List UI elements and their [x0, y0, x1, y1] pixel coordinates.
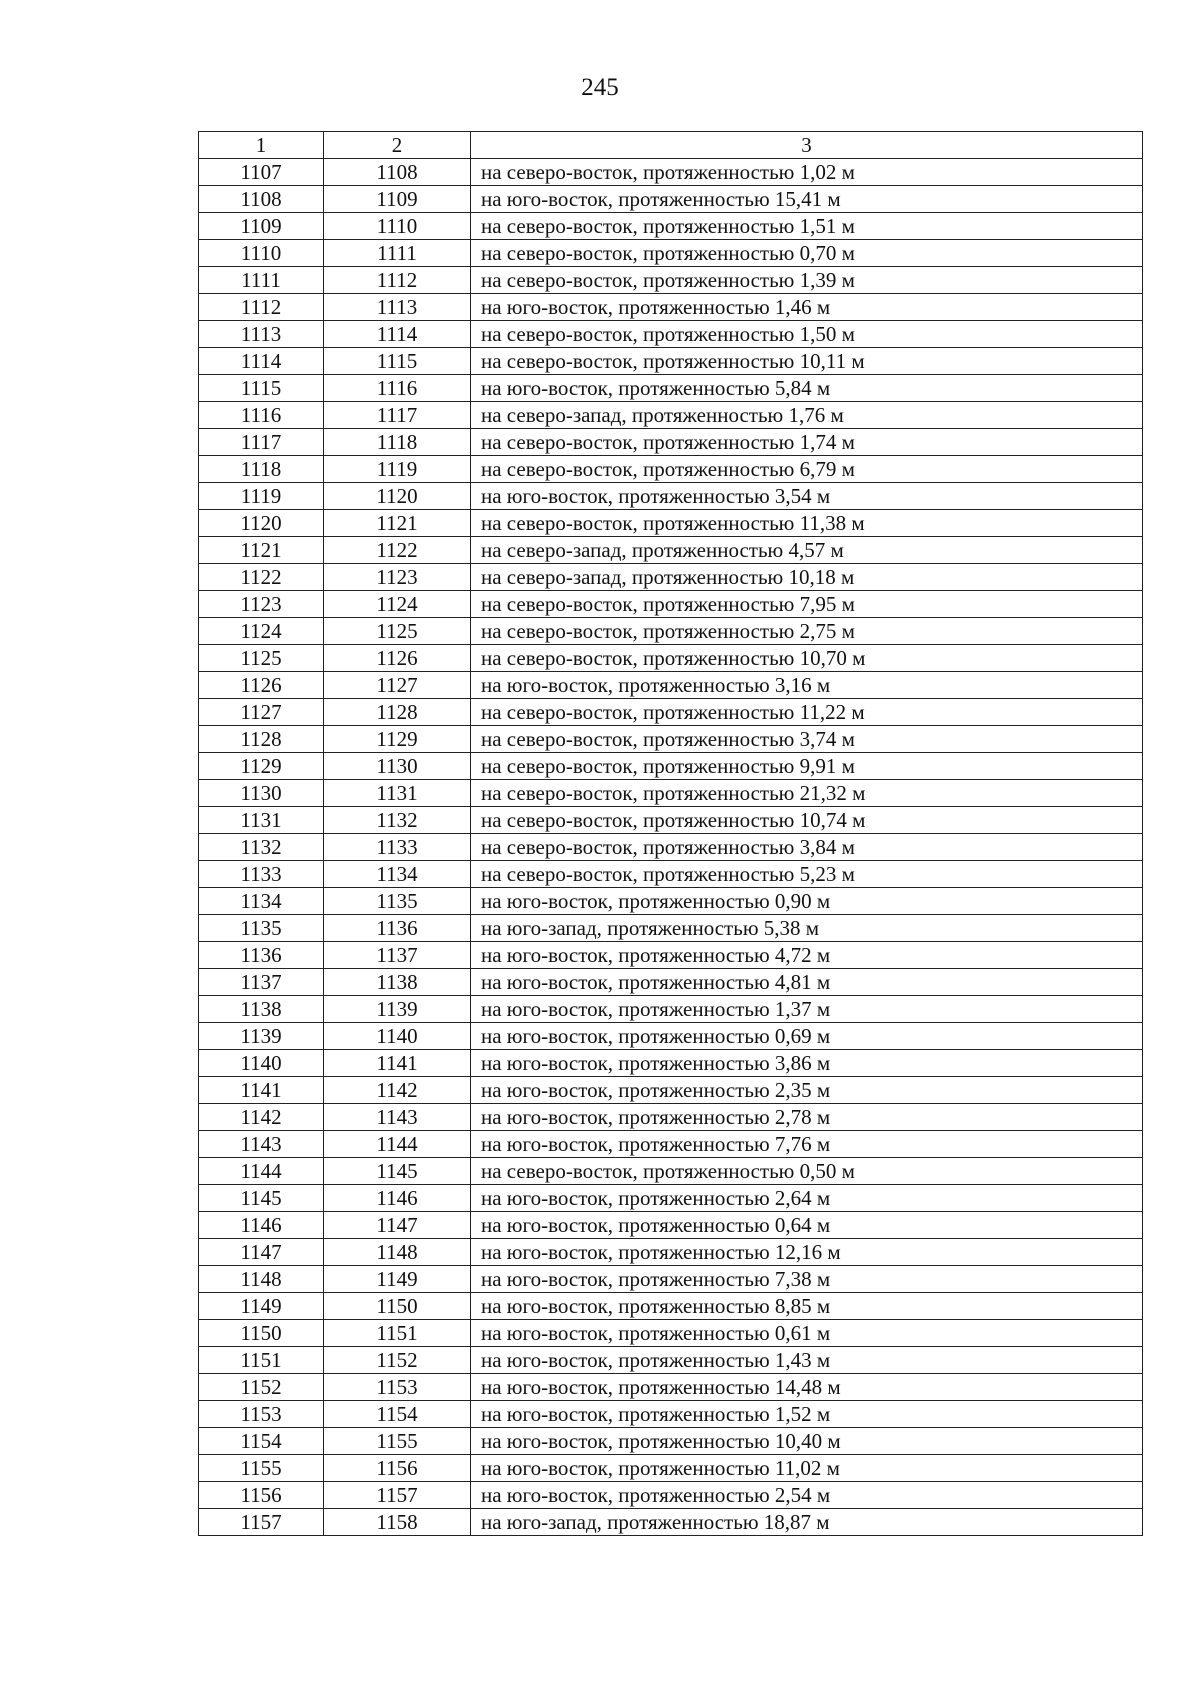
from-point-cell: 1122	[199, 564, 324, 591]
from-point-cell: 1140	[199, 1050, 324, 1077]
to-point-cell: 1157	[324, 1482, 471, 1509]
table-row	[199, 618, 1143, 645]
table-row	[199, 807, 1143, 834]
to-point-cell: 1132	[324, 807, 471, 834]
from-point-cell: 1135	[199, 915, 324, 942]
to-point-cell: 1108	[324, 159, 471, 186]
direction-cell: на юго-восток, протяженностью 11,02 м	[471, 1455, 1143, 1482]
table-row	[199, 1347, 1143, 1374]
to-point-cell: 1156	[324, 1455, 471, 1482]
from-point-cell: 1147	[199, 1239, 324, 1266]
table-row	[199, 510, 1143, 537]
to-point-cell: 1112	[324, 267, 471, 294]
to-point-cell: 1111	[324, 240, 471, 267]
direction-cell: на юго-восток, протяженностью 3,86 м	[471, 1050, 1143, 1077]
from-point-cell: 1117	[199, 429, 324, 456]
direction-cell: на юго-восток, протяженностью 1,52 м	[471, 1401, 1143, 1428]
table-row	[199, 294, 1143, 321]
to-point-cell: 1148	[324, 1239, 471, 1266]
from-point-cell: 1119	[199, 483, 324, 510]
table-row	[199, 915, 1143, 942]
direction-cell: на юго-восток, протяженностью 3,16 м	[471, 672, 1143, 699]
to-point-cell: 1126	[324, 645, 471, 672]
table-row	[199, 348, 1143, 375]
direction-cell: на северо-восток, протяженностью 21,32 м	[471, 780, 1143, 807]
direction-cell: на юго-восток, протяженностью 1,46 м	[471, 294, 1143, 321]
to-point-cell: 1128	[324, 699, 471, 726]
direction-cell: на юго-восток, протяженностью 2,64 м	[471, 1185, 1143, 1212]
direction-cell: на юго-восток, протяженностью 0,61 м	[471, 1320, 1143, 1347]
table-row	[199, 1050, 1143, 1077]
from-point-cell: 1136	[199, 942, 324, 969]
to-point-cell: 1130	[324, 753, 471, 780]
to-point-cell: 1147	[324, 1212, 471, 1239]
direction-cell: на юго-восток, протяженностью 1,43 м	[471, 1347, 1143, 1374]
column-header-3: 3	[471, 132, 1143, 159]
to-point-cell: 1140	[324, 1023, 471, 1050]
from-point-cell: 1128	[199, 726, 324, 753]
from-point-cell: 1138	[199, 996, 324, 1023]
to-point-cell: 1113	[324, 294, 471, 321]
table-row	[199, 1455, 1143, 1482]
from-point-cell: 1107	[199, 159, 324, 186]
to-point-cell: 1158	[324, 1509, 471, 1536]
direction-cell: на юго-восток, протяженностью 5,84 м	[471, 375, 1143, 402]
to-point-cell: 1123	[324, 564, 471, 591]
direction-cell: на юго-восток, протяженностью 2,35 м	[471, 1077, 1143, 1104]
from-point-cell: 1151	[199, 1347, 324, 1374]
table-row	[199, 1185, 1143, 1212]
from-point-cell: 1110	[199, 240, 324, 267]
direction-cell: на северо-запад, протяженностью 10,18 м	[471, 564, 1143, 591]
to-point-cell: 1116	[324, 375, 471, 402]
direction-cell: на юго-восток, протяженностью 7,38 м	[471, 1266, 1143, 1293]
table-row	[199, 1509, 1143, 1536]
table-row	[199, 1239, 1143, 1266]
column-header-1: 1	[199, 132, 324, 159]
from-point-cell: 1116	[199, 402, 324, 429]
direction-cell: на юго-восток, протяженностью 2,78 м	[471, 1104, 1143, 1131]
to-point-cell: 1138	[324, 969, 471, 996]
from-point-cell: 1143	[199, 1131, 324, 1158]
to-point-cell: 1136	[324, 915, 471, 942]
direction-cell: на юго-восток, протяженностью 0,69 м	[471, 1023, 1143, 1050]
table-row	[199, 267, 1143, 294]
table-row	[199, 1401, 1143, 1428]
from-point-cell: 1108	[199, 186, 324, 213]
from-point-cell: 1142	[199, 1104, 324, 1131]
from-point-cell: 1146	[199, 1212, 324, 1239]
to-point-cell: 1135	[324, 888, 471, 915]
to-point-cell: 1154	[324, 1401, 471, 1428]
direction-cell: на юго-восток, протяженностью 0,90 м	[471, 888, 1143, 915]
direction-cell: на юго-восток, протяженностью 3,54 м	[471, 483, 1143, 510]
to-point-cell: 1141	[324, 1050, 471, 1077]
direction-cell: на северо-восток, протяженностью 6,79 м	[471, 456, 1143, 483]
from-point-cell: 1156	[199, 1482, 324, 1509]
to-point-cell: 1155	[324, 1428, 471, 1455]
from-point-cell: 1153	[199, 1401, 324, 1428]
table-row	[199, 834, 1143, 861]
table-row	[199, 996, 1143, 1023]
direction-cell: на юго-восток, протяженностью 4,72 м	[471, 942, 1143, 969]
from-point-cell: 1148	[199, 1266, 324, 1293]
to-point-cell: 1129	[324, 726, 471, 753]
direction-cell: на северо-восток, протяженностью 1,51 м	[471, 213, 1143, 240]
to-point-cell: 1134	[324, 861, 471, 888]
to-point-cell: 1139	[324, 996, 471, 1023]
from-point-cell: 1139	[199, 1023, 324, 1050]
direction-cell: на юго-восток, протяженностью 15,41 м	[471, 186, 1143, 213]
to-point-cell: 1144	[324, 1131, 471, 1158]
to-point-cell: 1120	[324, 483, 471, 510]
to-point-cell: 1137	[324, 942, 471, 969]
from-point-cell: 1114	[199, 348, 324, 375]
to-point-cell: 1124	[324, 591, 471, 618]
to-point-cell: 1121	[324, 510, 471, 537]
table-row	[199, 1482, 1143, 1509]
table-row	[199, 213, 1143, 240]
to-point-cell: 1109	[324, 186, 471, 213]
to-point-cell: 1133	[324, 834, 471, 861]
direction-cell: на северо-запад, протяженностью 1,76 м	[471, 402, 1143, 429]
direction-cell: на северо-восток, протяженностью 10,74 м	[471, 807, 1143, 834]
table-row	[199, 1266, 1143, 1293]
from-point-cell: 1111	[199, 267, 324, 294]
table-row	[199, 429, 1143, 456]
direction-cell: на северо-восток, протяженностью 3,74 м	[471, 726, 1143, 753]
direction-cell: на северо-восток, протяженностью 2,75 м	[471, 618, 1143, 645]
direction-cell: на северо-запад, протяженностью 4,57 м	[471, 537, 1143, 564]
to-point-cell: 1117	[324, 402, 471, 429]
from-point-cell: 1137	[199, 969, 324, 996]
direction-cell: на северо-восток, протяженностью 0,50 м	[471, 1158, 1143, 1185]
to-point-cell: 1119	[324, 456, 471, 483]
direction-cell: на северо-восток, протяженностью 5,23 м	[471, 861, 1143, 888]
from-point-cell: 1145	[199, 1185, 324, 1212]
direction-cell: на северо-восток, протяженностью 1,50 м	[471, 321, 1143, 348]
from-point-cell: 1133	[199, 861, 324, 888]
to-point-cell: 1127	[324, 672, 471, 699]
from-point-cell: 1112	[199, 294, 324, 321]
direction-cell: на северо-восток, протяженностью 1,02 м	[471, 159, 1143, 186]
direction-cell: на юго-восток, протяженностью 1,37 м	[471, 996, 1143, 1023]
to-point-cell: 1115	[324, 348, 471, 375]
to-point-cell: 1122	[324, 537, 471, 564]
direction-cell: на северо-восток, протяженностью 1,39 м	[471, 267, 1143, 294]
table-row	[199, 942, 1143, 969]
direction-cell: на северо-восток, протяженностью 10,70 м	[471, 645, 1143, 672]
table-row	[199, 888, 1143, 915]
from-point-cell: 1123	[199, 591, 324, 618]
table-row	[199, 1428, 1143, 1455]
table-body	[199, 132, 1143, 1536]
from-point-cell: 1154	[199, 1428, 324, 1455]
from-point-cell: 1127	[199, 699, 324, 726]
from-point-cell: 1129	[199, 753, 324, 780]
table-row	[199, 375, 1143, 402]
from-point-cell: 1141	[199, 1077, 324, 1104]
direction-cell: на юго-запад, протяженностью 18,87 м	[471, 1509, 1143, 1536]
table-row	[199, 969, 1143, 996]
direction-cell: на северо-восток, протяженностью 9,91 м	[471, 753, 1143, 780]
to-point-cell: 1110	[324, 213, 471, 240]
table-row	[199, 753, 1143, 780]
from-point-cell: 1144	[199, 1158, 324, 1185]
to-point-cell: 1152	[324, 1347, 471, 1374]
direction-cell: на северо-восток, протяженностью 1,74 м	[471, 429, 1143, 456]
from-point-cell: 1118	[199, 456, 324, 483]
table-row	[199, 591, 1143, 618]
from-point-cell: 1152	[199, 1374, 324, 1401]
direction-cell: на юго-запад, протяженностью 5,38 м	[471, 915, 1143, 942]
to-point-cell: 1145	[324, 1158, 471, 1185]
from-point-cell: 1149	[199, 1293, 324, 1320]
table-row	[199, 1212, 1143, 1239]
to-point-cell: 1151	[324, 1320, 471, 1347]
table-row	[199, 240, 1143, 267]
to-point-cell: 1114	[324, 321, 471, 348]
direction-cell: на юго-восток, протяженностью 10,40 м	[471, 1428, 1143, 1455]
table-row	[199, 1077, 1143, 1104]
direction-cell: на юго-восток, протяженностью 14,48 м	[471, 1374, 1143, 1401]
table-row	[199, 1158, 1143, 1185]
from-point-cell: 1120	[199, 510, 324, 537]
to-point-cell: 1146	[324, 1185, 471, 1212]
direction-cell: на юго-восток, протяженностью 4,81 м	[471, 969, 1143, 996]
table-row	[199, 1104, 1143, 1131]
from-point-cell: 1115	[199, 375, 324, 402]
direction-cell: на северо-восток, протяженностью 3,84 м	[471, 834, 1143, 861]
table-row	[199, 564, 1143, 591]
table-row	[199, 1023, 1143, 1050]
table-row	[199, 780, 1143, 807]
table-row	[199, 672, 1143, 699]
direction-cell: на северо-восток, протяженностью 7,95 м	[471, 591, 1143, 618]
table-row	[199, 726, 1143, 753]
from-point-cell: 1155	[199, 1455, 324, 1482]
table-row	[199, 159, 1143, 186]
boundary-table	[198, 131, 1143, 1536]
direction-cell: на юго-восток, протяженностью 8,85 м	[471, 1293, 1143, 1320]
table-row	[199, 1320, 1143, 1347]
to-point-cell: 1150	[324, 1293, 471, 1320]
direction-cell: на юго-восток, протяженностью 2,54 м	[471, 1482, 1143, 1509]
table-header-row	[199, 132, 1143, 159]
direction-cell: на юго-восток, протяженностью 7,76 м	[471, 1131, 1143, 1158]
direction-cell: на северо-восток, протяженностью 0,70 м	[471, 240, 1143, 267]
column-header-2: 2	[324, 132, 471, 159]
table-row	[199, 1293, 1143, 1320]
table-row	[199, 645, 1143, 672]
table-row	[199, 456, 1143, 483]
from-point-cell: 1132	[199, 834, 324, 861]
from-point-cell: 1130	[199, 780, 324, 807]
direction-cell: на юго-восток, протяженностью 0,64 м	[471, 1212, 1143, 1239]
from-point-cell: 1157	[199, 1509, 324, 1536]
to-point-cell: 1149	[324, 1266, 471, 1293]
to-point-cell: 1125	[324, 618, 471, 645]
to-point-cell: 1153	[324, 1374, 471, 1401]
to-point-cell: 1143	[324, 1104, 471, 1131]
from-point-cell: 1121	[199, 537, 324, 564]
table-row	[199, 1374, 1143, 1401]
table-row	[199, 321, 1143, 348]
from-point-cell: 1134	[199, 888, 324, 915]
from-point-cell: 1109	[199, 213, 324, 240]
table-row	[199, 402, 1143, 429]
direction-cell: на юго-восток, протяженностью 12,16 м	[471, 1239, 1143, 1266]
from-point-cell: 1124	[199, 618, 324, 645]
table-row	[199, 861, 1143, 888]
table-row	[199, 1131, 1143, 1158]
direction-cell: на северо-восток, протяженностью 11,38 м	[471, 510, 1143, 537]
from-point-cell: 1131	[199, 807, 324, 834]
from-point-cell: 1150	[199, 1320, 324, 1347]
direction-cell: на северо-восток, протяженностью 10,11 м	[471, 348, 1143, 375]
to-point-cell: 1142	[324, 1077, 471, 1104]
table-row	[199, 186, 1143, 213]
from-point-cell: 1125	[199, 645, 324, 672]
from-point-cell: 1126	[199, 672, 324, 699]
table-row	[199, 483, 1143, 510]
from-point-cell: 1113	[199, 321, 324, 348]
to-point-cell: 1131	[324, 780, 471, 807]
page-number: 245	[581, 74, 619, 101]
direction-cell: на северо-восток, протяженностью 11,22 м	[471, 699, 1143, 726]
table-row	[199, 537, 1143, 564]
table-row	[199, 699, 1143, 726]
to-point-cell: 1118	[324, 429, 471, 456]
